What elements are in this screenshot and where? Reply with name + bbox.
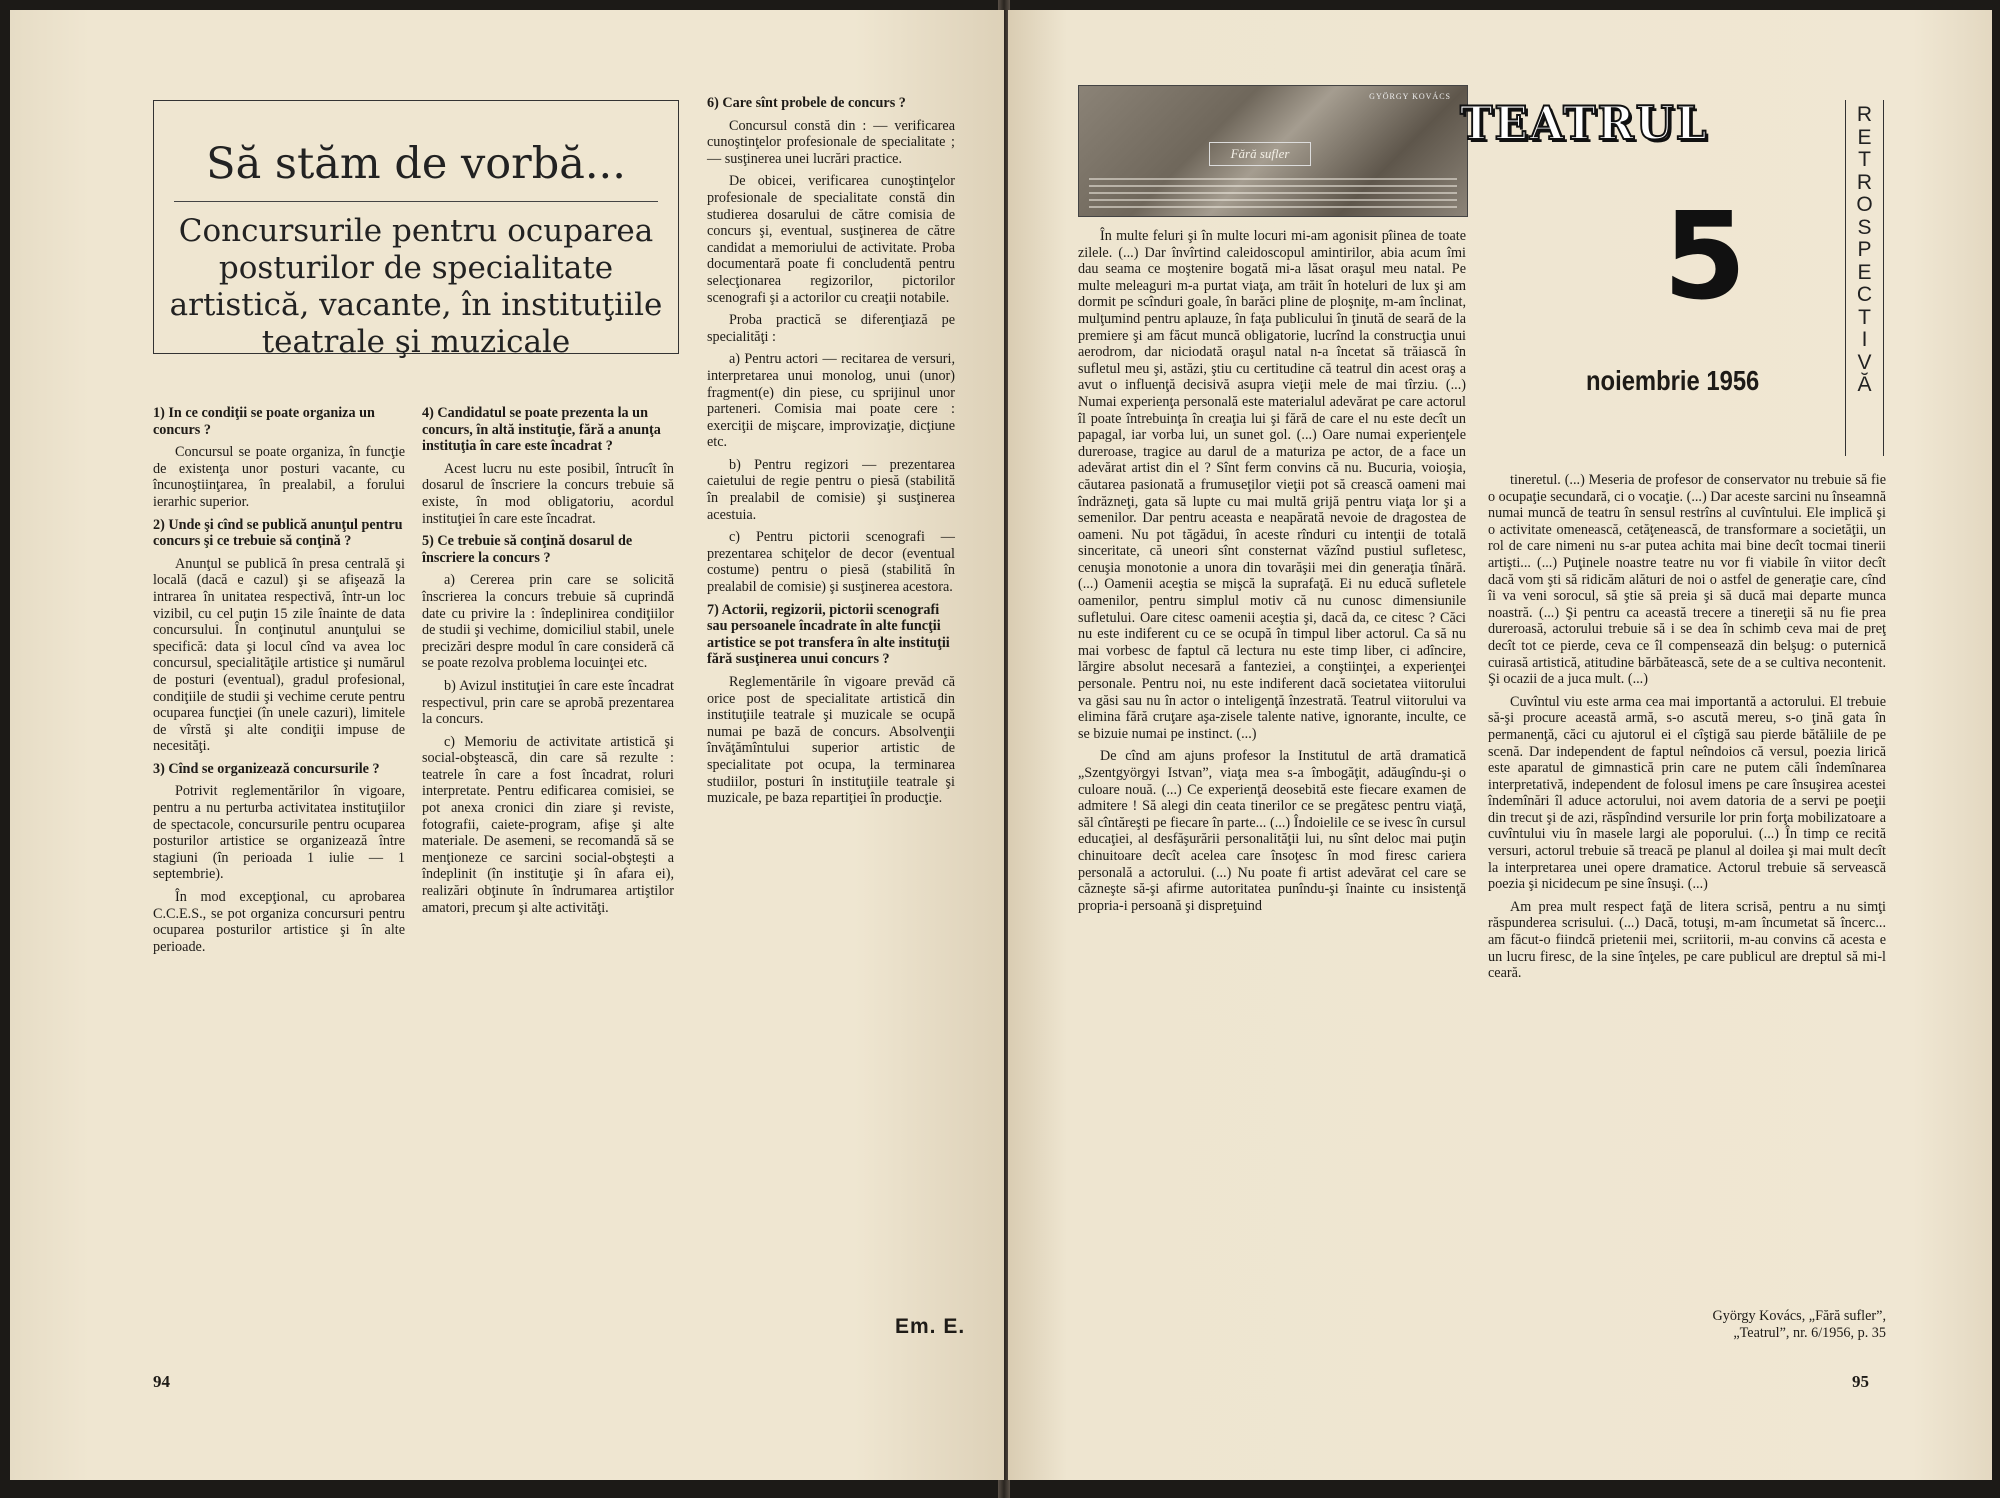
paragraph: b) Pentru regizori — prezentarea caietului de regie pentru o piesă (stabilită în prealabil de comisie) şi susţinerea acestuia. [707,456,955,523]
photo-text-lines [1089,178,1457,208]
page-number-left: 94 [153,1372,170,1391]
paragraph: Reglementările în vigoare prevăd că orice post de specialitate artistică din instituţiile teatrale şi muzicale se ocupă numai pe bază de concurs. Absolvenţii învăţămîntului superior artistic de specialitate pot ocupa, la terminarea studiilor, posturi în instituţiile teatrale şi muzicale, pe baza repartiţiei în producţie. [707,674,955,807]
retrospectiva-letter: T [1858,305,1871,329]
paragraph: a) Pentru actori — recitarea de versuri, interpretarea unui monolog, unui (unor) fragment(e) din piese, cu sprijinul unor parteneri. Comisia mai poate cere : exerciţii de mişcare, improvizaţie, dicţiune etc. [707,351,955,451]
author-signature: Em. E. [895,1315,966,1338]
question: 6) Care sînt probele de concurs ? [707,95,906,111]
question: 3) Cînd se organizează concursurile ? [153,760,380,777]
retrospectiva-letter: T [1858,148,1871,171]
retrospectiva-letter: E [1857,125,1872,149]
citation [1501,1308,1886,1341]
retrospectiva-letter: R [1856,103,1873,126]
question: 2) Unde şi cînd se publică anunţul pentru concurs şi ce trebuie să conţină ? [153,516,403,550]
paragraph: tineretul. (...) Meseria de profesor de conservator nu trebuie să fie o ocupaţie secundară, ci o vocaţie. (...) Dar aceste sarcini nu înseamnă numai muncă de teatru în sensul restrîns al cuvîntului. Ele implică şi o activitate omenească, cetăţenească, de transformare a societăţii, un rol de care nimeni nu s-ar putea achita mai bine decît tocmai tinerii artişti... (...) Puţinele noastre teatre nu vor fi viabile în viitor decît dacă vom şti să ridicăm alături de noi o astfel de generaţie care, cînd îi va veni sorocul, să ştie să preia şi să ducă mai departe munca noastră. (...) Şi pentru ca această trecere a tinereţii să nu fie prea dureroasă, actorului trebuie să i se dea în schimb ceva mai de preţ decît tot ce pierde, ceva ce îl compensează din belşug: o puternică cuirasă artistică, atitudine bărbătească, sete de a se cultiva necontenit. Şi ocazii de a juca mult. (...) [1488,472,1886,688]
title-divider [174,201,658,202]
paragraph: Cuvîntul viu este arma cea mai importantă a actorului. El trebuie să-şi procure această armă, s-o ascută mereu, s-o ţină gata în permanenţă, căci cu ajutorul ei el cîştigă sau pierde bătăliile de pe scenă. Dar independent de faptul neîndoios că versul, poezia lirică este aparatul de gimnastică prin care ne putem căli îndemînarea interpretativă, independent de folosul imens pe care însuşirea acestei îndemînări îl aduce actorului, noi avem datoria de a servi pe poeţii din trecut şi de azi, răspîndind versurile lor prin forţa mobilizatoare a cuvîntului viu în masele largi ale poporului. (...) În timp ce recită versuri, actorul trebuie să treacă pe planul al doilea şi mai mult decît la interpretarea unei opere dramatice. Actorul trebuie să servească poezia şi nicidecum pe sine însuşi. (...) [1488,693,1886,893]
retrospectiva-letter: V [1857,350,1872,374]
question: 7) Actorii, regizorii, pictorii scenografi sau persoanele încadrate în alte funcţii artistice se pot transfera în alte instituţii fără susţinerea unui concurs ? [707,601,950,668]
right-page [1008,10,1992,1480]
page-title: Să stăm de vorbă... [206,139,626,189]
left-column-1 [153,405,405,961]
retrospectiva-letter: Ă [1857,373,1872,396]
issue-number: 5 [1663,188,1747,327]
right-column-1 [1078,228,1466,920]
retrospectiva-label [1846,104,1883,397]
left-page [10,10,1004,1480]
photo-title: Fără sufler [1209,142,1311,166]
retrospectiva-letter: S [1857,215,1872,239]
retrospectiva-label-box [1845,100,1884,456]
title-box [153,100,679,360]
paragraph: Acest lucru nu este posibil, întrucît în dosarul de înscriere la concurs trebuie să existe, în mod obligatoriu, acordul instituţiei în care este încadrat. [422,460,674,527]
paragraph: În mod excepţional, cu aprobarea C.C.E.S., se pot organiza concursuri pentru ocuparea posturilor artistice şi în alte perioade. [153,889,405,955]
left-column-2 [422,405,674,922]
paragraph: c) Memoriu de activitate artistică şi social-obştească, din care să rezulte : teatrele în care a fost încadrat, roluri interpretate. Pentru edificarea comisiei, se pot anexa cronici din ziare şi reviste, fotografii, caiete-program, afişe şi alte materiale. De asemeni, se recomandă să se menţioneze ce sarcini social-obşteşti a îndeplinit (în instituţie şi în afara ei), realizări obţinute în îndrumarea artiştilor amatori, precum şi alte activităţi. [422,733,674,916]
paragraph: c) Pentru pictorii scenografi — prezentarea schiţelor de decor (eventual costume) pentru o piesă (stabilită în prealabil de comisie) şi susţinerea acestora. [707,529,955,596]
question: 4) Candidatul se poate prezenta la un concurs, în altă instituţie, fără a anunţa instituţia în care este încadrat ? [422,405,661,455]
question: 1) In ce condiţii se poate organiza un concurs ? [153,405,375,438]
page-subtitle: Concursurile pentru ocuparea posturilor de specialitate artistică, vacante, în instituţiile teatrale şi muzicale [169,213,663,360]
retrospectiva-letter: O [1856,193,1873,216]
paragraph: Concursul se poate organiza, în funcţie de existenţa unor posturi vacante, cu încunoştiinţarea, în prealabil, a forului ierarhic superior. [153,444,405,510]
page-number-right: 95 [1852,1372,1869,1391]
question: 5) Ce trebuie să conţină dosarul de înscriere la concurs ? [422,533,633,566]
paragraph: De cînd am ajuns profesor la Institutul de artă dramatică „Szentgyörgyi Istvan”, viaţa mea s-a îmbogăţit, adăugîndu-şi o culoare nouă. (...) Ce experienţă deosebită este fiecare examen de admitere ! Să alegi din ceata tinerilor ce se pregătesc pentru viaţă, săl cîntăreşti pe fiecare în parte... (...) Îndoielile ce se ivesc în cursul educaţiei, al desfăşurării personalităţii lui, nu sînt deloc mai puţin chinuitoare decît acelea care însoţesc în mod firesc cariera personală a actorului. (...) Nu poate fi artist adevărat cel care se căzneşte să-şi afirme autoritatea punîndu-şi înainte cu insistenţă propria-i persoană şi dispreţuind [1078,748,1466,914]
citation-line-2: „Teatrul”, nr. 6/1956, p. 35 [1733,1324,1886,1341]
photo-author-label: GYÖRGY KOVÁCS [1369,92,1451,101]
article-photo [1078,85,1468,217]
paragraph: Proba practică se diferenţiază pe specialităţi : [707,312,955,345]
paragraph: b) Avizul instituţiei în care este încadrat respectivul, prin care se aprobă prezentarea la concurs. [422,677,674,728]
paragraph: În multe feluri şi în multe locuri mi-am agonisit pîinea de toate zilele. (...) Dar învîrtind caleidoscopul amintirilor, abia acum îmi dau seama ce moştenire bogată mi-a lăsat oraşul meu natal. Pe multe meleaguri m-a purtat viaţa, am trăit în hoteluri de lux şi am dormit pe scînduri goale, în barăci pline de ploşniţe, m-am înclinat, mulţumind pentru aplauze, în faţa publicului în ţinută de seară de la premiere şi am făcut muncă obligatorie, lucrînd la construcţia unui aerodrom, dar niciodată oraşul natal n-a încetat să trăiască în sufletul meu şi, astăzi, ştiu cu certitudine că teatrul din acest oraş a avut o influenţă decisivă asupra vieţii mele de mai tîrziu. (...) Numai experienţa personală este materialul adevărat pe care actorul îl poate întrebuinţa în creaţia lui şi fără de care el nu este decît un papagal, iar vorba lui, un sunet gol. (...) Oare numai experienţele dureroase, tragice au darul de a maturiza pe actor, de a face un adevărat artist din el ? Sînt ferm convins că nu. Bucuria, voioşia, căutarea pasionată a frumuseţilor vieţii pot să crească oameni mai îndrăzneţi, gata să lupte cu mai multă grijă pentru viaţa lor şi a semenilor. Dar pentru aceasta e neapărată nevoie de dragostea de oameni. Nu pot tăgădui, în aceste rînduri cu intenţii de totală sinceritate, că uneori sînt consternat văzînd pustiul sufletesc, cenuşia monotonie a unora din tovarăşii mei din generaţia tînără. (...) Oamenii aceştia se mişcă la suprafaţă. Ei nu educă sufletele oamenilor, pentru simplul motiv că nu cunosc dimensiunile sufletului. Oare citesc oamenii aceştia şi, dacă da, ce citesc ? Căci nu este indiferent cu ce se ocupă în timpul liber actorul. Ca să nu mai vorbesc de faptul că lectura nu este timp liber, ci adîncire, lărgire absolut necesară a fanteziei, a conştiinţei, a experienţei personale. Pentru noi, nu este indiferent dacă societatea viitorului va găsi sau nu în actor o inteligenţă înzestrată. Teatrul viitorului va elimina fără cruţare aşa-zisele talente native, ignorante, inculte, ce se bizuie numai pe instinct. (...) [1078,228,1466,742]
paragraph: Am prea mult respect faţă de litera scrisă, pentru a nu simţi răspunderea scrisului. (...) Dacă, totuşi, m-am încumetat să încerc... am făcut-o fiindcă prietenii mei, scriitorii, m-au convins că acesta e un lucru firesc, de la sine înţeles, pe care publicul are dreptul să mi-l ceară. [1488,898,1886,982]
retrospectiva-letter: I [1861,328,1868,351]
teatrul-logo: TEATRUL [1460,96,1709,150]
paragraph: Anunţul se publică în presa centrală şi locală (dacă e cazul) şi se afişează la intrarea în unitatea respectivă, într-un loc vizibil, cu cel puţin 15 zile înainte de data concursului. În conţinutul anunţului se specifică: data şi locul cînd va avea loc concursul, specialităţile artistice şi numărul de posturi (eventual), gradul profesional, condiţiile de studii şi vechime cerute pentru ocuparea funcţiei (în unele cazuri), limitele de vîrstă şi alte condiţii impuse de necesităţi. [153,555,405,755]
paragraph: De obicei, verificarea cunoştinţelor profesionale de specialitate constă din studierea dosarului de către comisia de concurs şi, eventual, susţinerea de către candidat a memoriului de activitate. Proba documentară poate fi concludentă pentru selecţionarea regizorilor, pictorilor scenografi şi a actorilor cu creaţii notabile. [707,173,955,306]
paragraph: Potrivit reglementărilor în vigoare, pentru a nu perturba activitatea instituţiilor de spectacole, concursurile pentru ocuparea posturilor artistice se organizează între stagiuni (în perioada 1 iulie — 1 septembrie). [153,783,405,883]
citation-line-1: György Kovács, „Fără sufler”, [1712,1308,1886,1324]
left-column-3 [707,95,955,813]
retrospectiva-letter: R [1856,170,1873,194]
issue-date: noiembrie 1956 [1586,365,1760,396]
retrospectiva-letter: P [1857,238,1872,261]
retrospectiva-letter: C [1856,283,1873,306]
right-column-2 [1488,472,1886,988]
paragraph: Concursul constă din : — verificarea cunoştinţelor profesionale de specialitate ; — susţinerea unei lucrări practice. [707,117,955,167]
paragraph: a) Cererea prin care se solicită înscrierea la concurs trebuie să cuprindă date cu privire la : îndeplinirea condiţiilor de studii şi vechime, domiciliul stabil, unele precizări despre modul în care consideră că se poate rezolva problema locuinţei etc. [422,572,674,672]
retrospectiva-letter: E [1857,260,1872,284]
